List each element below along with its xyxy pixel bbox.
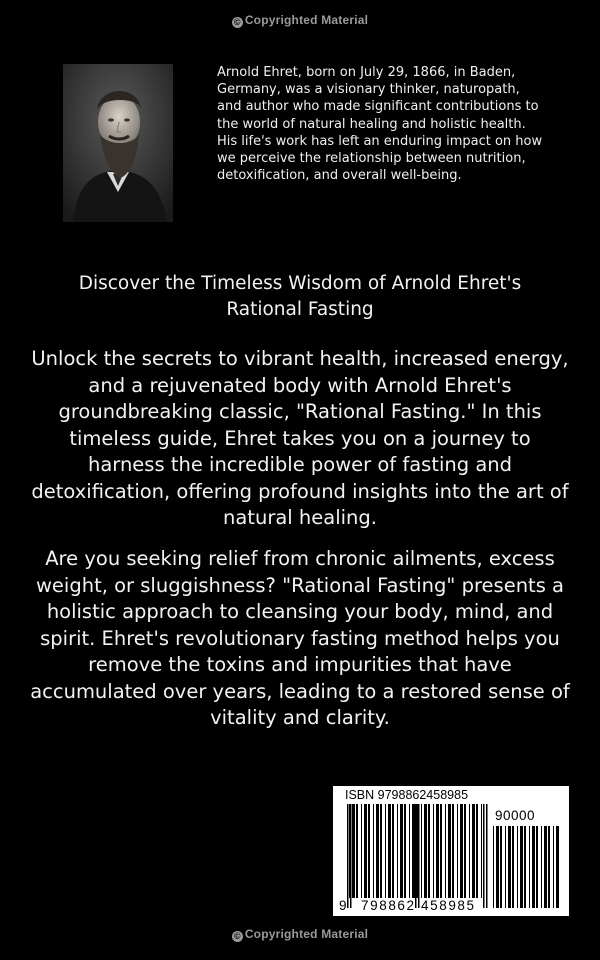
barcode-bar (500, 826, 502, 908)
barcode-lead-digit: 9 (339, 898, 347, 913)
barcode-bar (388, 804, 391, 898)
barcode-bar (440, 804, 442, 898)
barcode-bar (404, 804, 406, 898)
barcode-bar (529, 826, 530, 908)
barcode-bar (421, 804, 422, 898)
barcode-bar (524, 826, 526, 908)
description-paragraph-1: Unlock the secrets to vibrant health, increased energy, and a rejuvenated body with Arnold Ehret's groundbreaking classic, "Rational Fasting." In this timeless guide, Ehret takes you on a journey to harness the incredible power of fasting and detoxification, offering profound insights into the art of natural healing. (31, 347, 569, 529)
barcode-bar (541, 826, 542, 908)
barcode-bar (452, 804, 454, 898)
barcode-guard-bar (415, 804, 417, 908)
barcode-bar (445, 804, 446, 898)
barcode-bar (536, 826, 538, 908)
author-portrait-photo (63, 64, 173, 222)
barcode-bar (481, 804, 482, 898)
barcode-guard-bar (347, 804, 349, 908)
barcode-guard-bar (350, 804, 352, 908)
barcode-bar (520, 826, 523, 908)
barcode-bar (472, 804, 475, 898)
barcode-group-2: 458985 (421, 898, 476, 913)
barcode-bar (373, 804, 374, 898)
copyright-watermark-bottom (0, 927, 600, 942)
barcode-bar (424, 804, 427, 898)
barcode-guard-bar (418, 804, 420, 908)
barcode-bar (356, 804, 358, 898)
barcode-bars (333, 786, 569, 916)
barcode-bar (428, 804, 430, 898)
barcode-bar (409, 804, 410, 898)
barcode-bar (460, 804, 463, 898)
barcode-bar (376, 804, 379, 898)
price-addon-code: 90000 (495, 808, 536, 823)
barcode-bar (508, 826, 511, 908)
barcode-group-1: 798862 (361, 898, 416, 913)
barcode-bar (496, 826, 499, 908)
barcode-bar (532, 826, 535, 908)
barcode-bar (385, 804, 386, 898)
barcode-bar (361, 804, 362, 898)
isbn-label: ISBN 9798862458985 (345, 788, 469, 802)
barcode-bar (476, 804, 478, 898)
author-bio: Arnold Ehret, born on July 29, 1866, in Baden, Germany, was a visionary thinker, naturopath, and author who made significant contributions to the world of natural healing and holistic health. His life's work has left an enduring impact on how we perceive the relationship between nutrition, detoxification, and overall well-being. (217, 65, 543, 184)
barcode-bar (469, 804, 470, 898)
barcode-bar (556, 826, 559, 908)
barcode-bar (397, 804, 398, 898)
barcode-bar (544, 826, 547, 908)
barcode-bar (512, 826, 514, 908)
barcode-bar (392, 804, 394, 898)
barcode-bar (368, 804, 370, 898)
barcode-bar (380, 804, 382, 898)
barcode-bar (364, 804, 367, 898)
barcode-bar (352, 804, 355, 898)
watermark-text: Copyrighted Material (244, 13, 369, 27)
copyright-icon: © (232, 931, 243, 942)
barcode-bar (548, 826, 550, 908)
description-paragraph-2: Are you seeking relief from chronic ailments, excess weight, or sluggishness? "Rational Fasting" presents a holistic approach to cleansing your body, mind, and spirit. Ehret's revolutionary fasting method helps you remove the toxins and impurities that have accumulated over years, leading to a restored sense of vitality and clarity. (30, 547, 570, 729)
barcode-guard-bar (483, 804, 485, 908)
copyright-icon: © (232, 17, 243, 28)
book-tagline: Discover the Timeless Wisdom of Arnold Ehret's Rational Fasting (78, 273, 522, 320)
barcode-bar (457, 804, 458, 898)
barcode-bar (412, 804, 415, 898)
author-portrait (63, 64, 173, 222)
copyright-watermark-top (0, 13, 600, 28)
barcode-bar (553, 826, 554, 908)
barcode-bar (448, 804, 451, 898)
barcode-bar (464, 804, 466, 898)
barcode-bar (505, 826, 506, 908)
barcode-bar (436, 804, 439, 898)
barcode-bar (493, 826, 494, 908)
watermark-text: Copyrighted Material (244, 927, 369, 941)
barcode-bar (400, 804, 403, 898)
isbn-barcode (333, 786, 569, 916)
barcode-guard-bar (486, 804, 488, 908)
barcode-bar (433, 804, 434, 898)
barcode-bar (349, 804, 350, 898)
barcode-bar (517, 826, 518, 908)
